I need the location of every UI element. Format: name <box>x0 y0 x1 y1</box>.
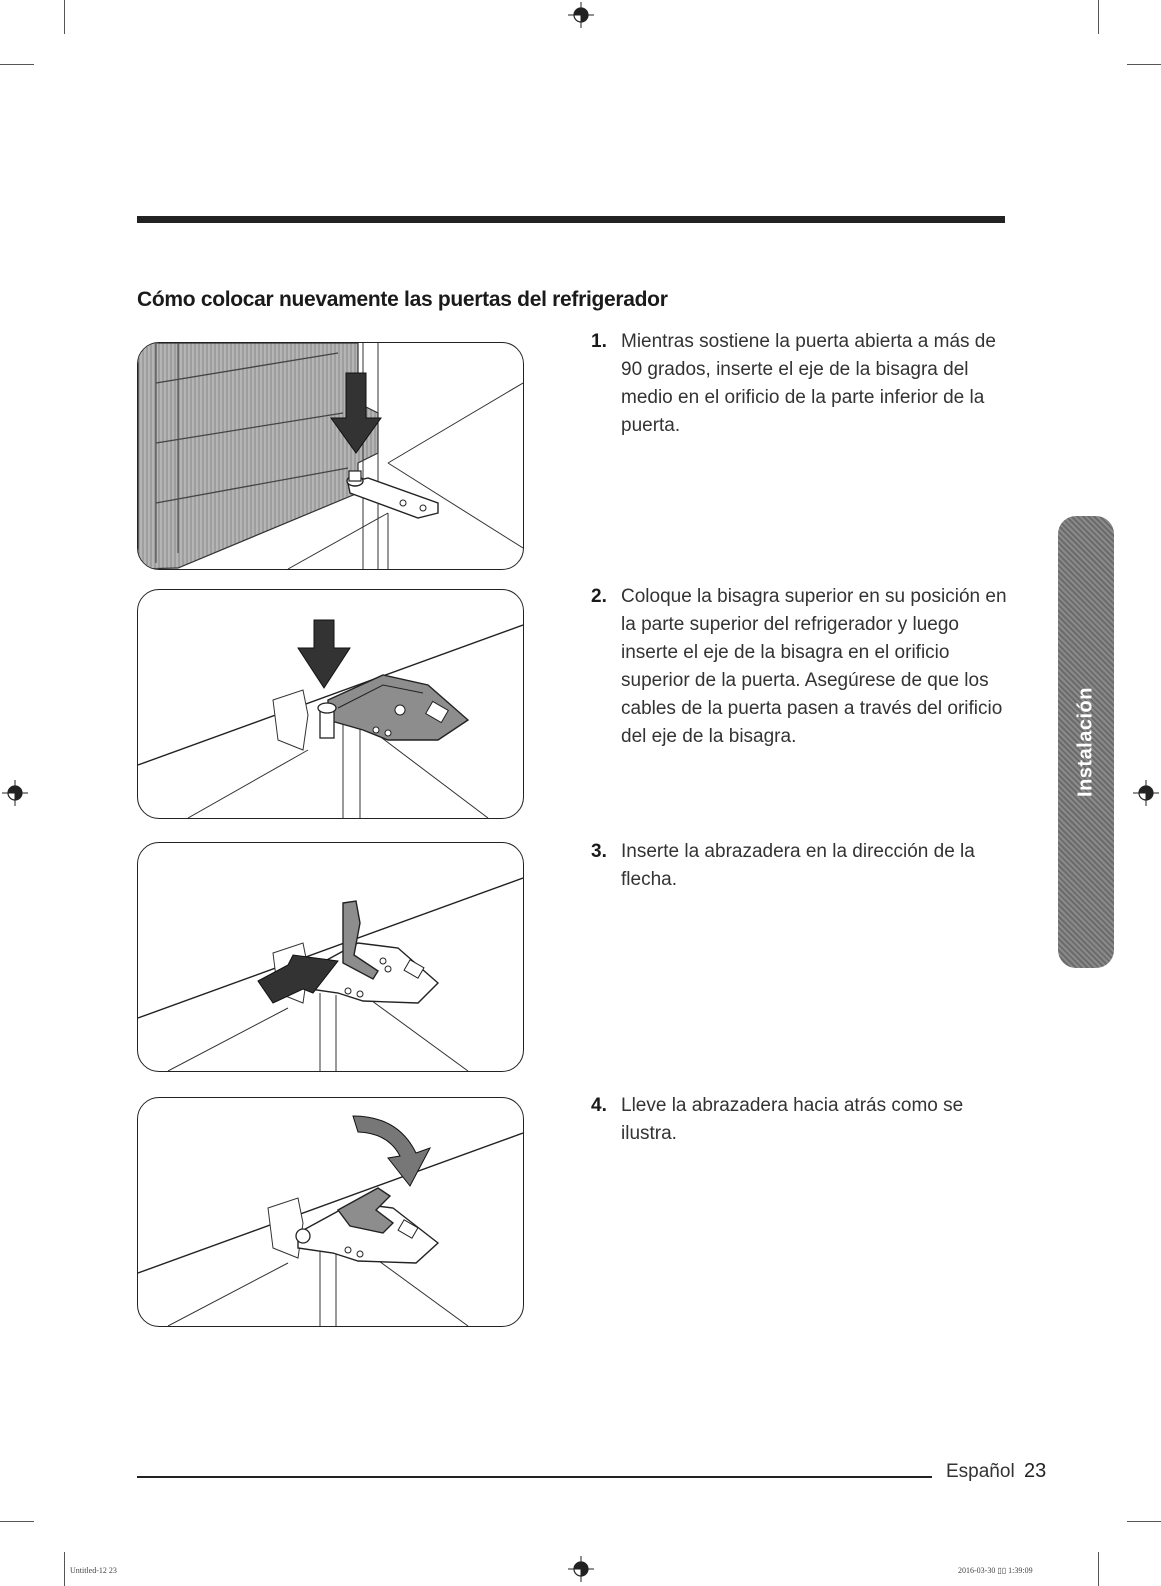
section-title: Cómo colocar nuevamente las puertas del refrigerador <box>137 288 668 311</box>
top-rule <box>137 216 1005 223</box>
crop-mark <box>1127 64 1161 65</box>
registration-mark-icon <box>568 2 594 28</box>
clamp-insertion-illustration <box>138 843 523 1071</box>
registration-mark-icon <box>1133 780 1159 806</box>
step-1 <box>591 328 1016 440</box>
step-text: Inserte la abrazadera en la dirección de la flecha. <box>621 841 975 890</box>
side-tab-label: Instalación <box>1074 687 1097 797</box>
crop-mark <box>1098 0 1099 34</box>
figure-step-3 <box>137 842 524 1072</box>
footer-rule <box>137 1476 932 1478</box>
top-hinge-illustration <box>138 590 523 818</box>
step-3 <box>591 838 1016 894</box>
crop-mark <box>64 0 65 34</box>
registration-mark-icon <box>568 1556 594 1582</box>
page-number: 23 <box>1024 1460 1047 1482</box>
door-bottom-hinge-illustration <box>138 343 523 569</box>
print-slug-date: 2016-03-30 ▯▯ 1:39:09 <box>958 1566 1033 1575</box>
step-number: 3. <box>591 841 607 862</box>
print-slug-file: Untitled-12 23 <box>70 1566 117 1575</box>
step-number: 4. <box>591 1095 607 1116</box>
step-number: 2. <box>591 586 607 607</box>
registration-mark-icon <box>2 780 28 806</box>
clamp-rotation-illustration <box>138 1098 523 1326</box>
step-4 <box>591 1092 1016 1148</box>
step-text: Mientras sostiene la puerta abierta a más de 90 grados, inserte el eje de la bisagra del medio en el orificio de la parte inferior de la puerta. <box>621 331 996 436</box>
section-side-tab <box>1058 516 1114 968</box>
crop-mark <box>1127 1521 1161 1522</box>
crop-mark <box>1098 1552 1099 1586</box>
step-2 <box>591 583 1016 751</box>
step-text: Coloque la bisagra superior en su posición en la parte superior del refrigerador y luego inserte el eje de la bisagra en el orificio superior de la puerta. Asegúrese de que los cables de la puerta pasen a través del orificio del eje de la bisagra. <box>621 586 1007 747</box>
crop-mark <box>64 1552 65 1586</box>
figure-step-2 <box>137 589 524 819</box>
crop-mark <box>0 64 34 65</box>
figure-step-4 <box>137 1097 524 1327</box>
footer-language: Español <box>946 1461 1015 1482</box>
step-number: 1. <box>591 331 607 352</box>
figure-step-1 <box>137 342 524 570</box>
crop-mark <box>0 1521 34 1522</box>
step-text: Lleve la abrazadera hacia atrás como se ilustra. <box>621 1095 964 1144</box>
